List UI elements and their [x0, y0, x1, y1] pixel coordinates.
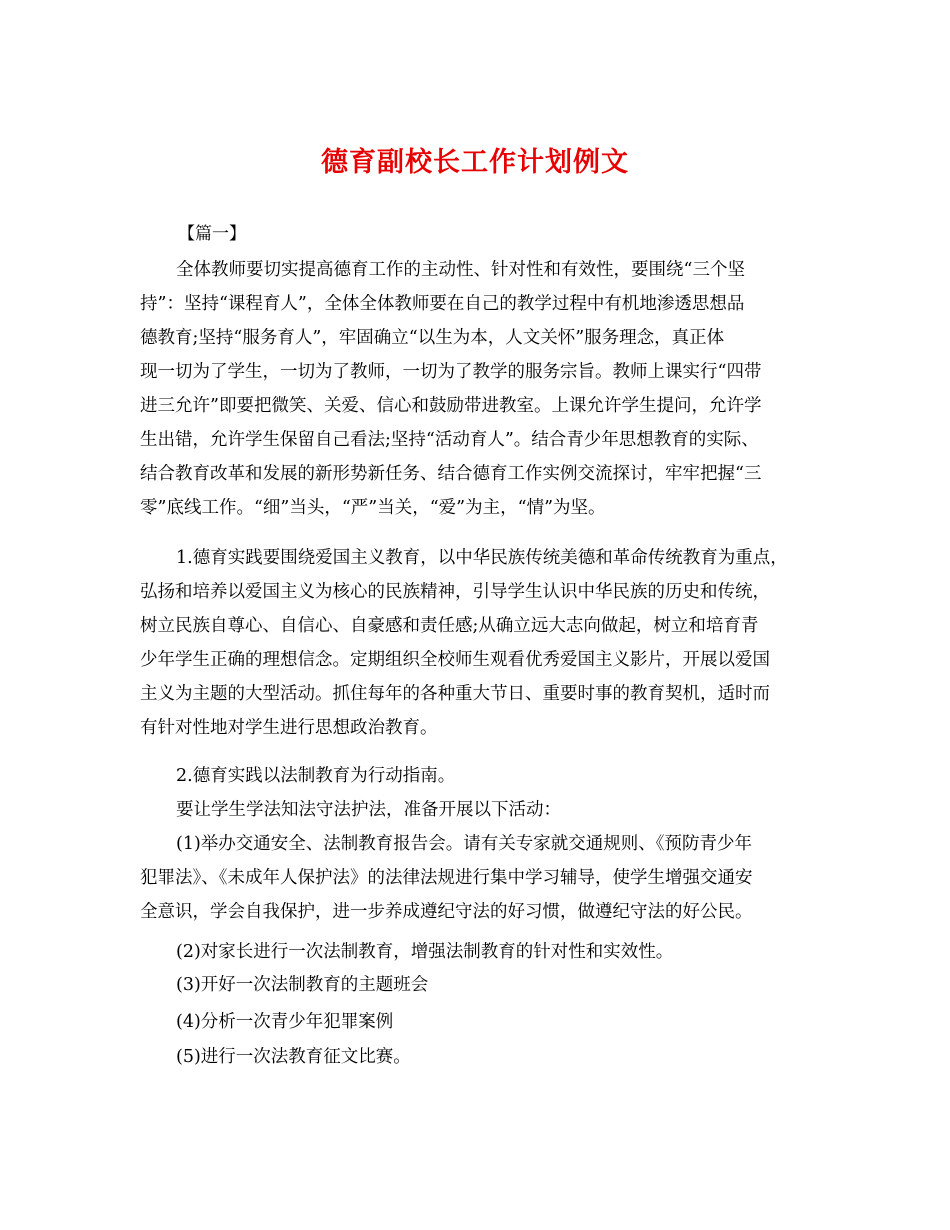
document-title: 德育副校长工作计划例文 — [321, 147, 629, 178]
paragraph-line: 进三允许”即要把微笑、关爱、信心和鼓励带进教室。上课允许学生提问，允许学 — [140, 396, 762, 416]
paragraph-line: 主义为主题的大型活动。抓住每年的各种重大节日、重要时事的教育契机，适时而 — [140, 684, 770, 704]
section-label: 【篇一】 — [178, 224, 246, 244]
paragraph-line: 现一切为了学生，一切为了教师，一切为了教学的服务宗旨。教师上课实行“四带 — [140, 362, 762, 382]
paragraph-line: 树立民族自尊心、自信心、自豪感和责任感;从确立远大志向做起，树立和培育青 — [140, 616, 759, 636]
paragraph-line: 犯罪法》、《未成年人保护法》的法律法规进行集中学习辅导，使学生增强交通安 — [140, 868, 753, 888]
paragraph-line: 结合教育改革和发展的新形势新任务、结合德育工作实例交流探讨，牢牢把握“三 — [140, 464, 762, 484]
paragraph-line: (1)举办交通安全、法制教育报告会。请有关专家就交通规则、《预防青少年 — [176, 834, 753, 854]
paragraph-line: 弘扬和培养以爱国主义为核心的民族精神，引导学生认识中华民族的历史和传统， — [140, 582, 770, 602]
paragraph-line: (2)对家长进行一次法制教育，增强法制教育的针对性和实效性。 — [176, 942, 674, 962]
paragraph-line: 2.德育实践以法制教育为行动指南。 — [176, 766, 456, 786]
paragraph-line: (5)进行一次法教育征文比赛。 — [176, 1047, 411, 1067]
paragraph-line: (3)开好一次法制教育的主题班会 — [176, 975, 429, 995]
paragraph-line: 生出错，允许学生保留自己看法;坚持“活动育人”。结合青少年思想教育的实际、 — [140, 430, 759, 450]
paragraph-line: 全意识，学会自我保护，进一步养成遵纪守法的好习惯，做遵纪守法的好公民。 — [140, 902, 753, 922]
paragraph-line: 1.德育实践要围绕爱国主义教育，以中华民族传统美德和革命传统教育为重点， — [176, 548, 788, 568]
paragraph-line: 要让学生学法知法守法护法，准备开展以下活动： — [176, 800, 561, 820]
paragraph-line: 零”底线工作。“细”当头，“严”当关，“爱”为主，“情”为坚。 — [140, 498, 606, 518]
paragraph-line: 少年学生正确的理想信念。定期组织全校师生观看优秀爱国主义影片，开展以爱国 — [140, 650, 770, 670]
paragraph-line: (4)分析一次青少年犯罪案例 — [176, 1012, 394, 1032]
paragraph-line: 持”：坚持“课程育人”，全体全体教师要在自己的教学过程中有机地渗透思想品 — [140, 294, 745, 314]
paragraph-line: 全体教师要切实提高德育工作的主动性、针对性和有效性，要围绕“三个坚 — [176, 260, 745, 280]
paragraph-line: 有针对性地对学生进行思想政治教育。 — [140, 718, 438, 738]
paragraph-line: 德教育;坚持“服务育人”，牢固确立“以生为本，人文关怀”服务理念，真正体 — [140, 328, 725, 348]
